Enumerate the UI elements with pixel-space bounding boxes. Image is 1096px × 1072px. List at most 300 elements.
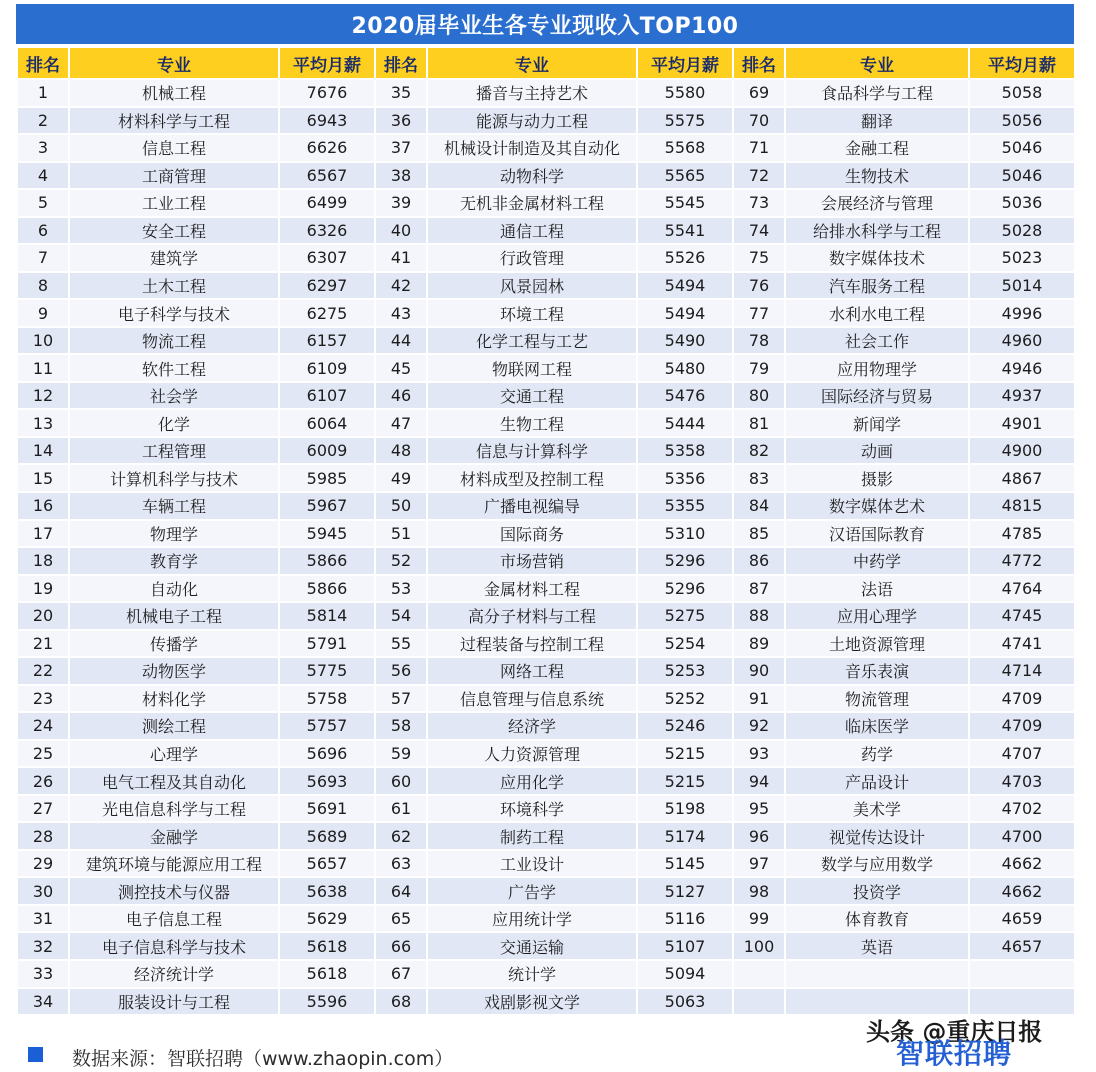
major-cell: 测控技术与仪器 (69, 877, 279, 905)
salary-cell: 5568 (637, 134, 733, 162)
rank-cell: 54 (375, 602, 427, 630)
major-cell: 传播学 (69, 630, 279, 658)
rank-cell: 1 (17, 79, 69, 107)
major-cell: 应用化学 (427, 767, 637, 795)
major-cell: 机械电子工程 (69, 602, 279, 630)
salary-cell: 4900 (969, 437, 1075, 465)
header-major: 专业 (427, 47, 637, 79)
major-cell: 翻译 (785, 107, 969, 135)
major-cell: 戏剧影视文学 (427, 988, 637, 1016)
major-cell: 高分子材料与工程 (427, 602, 637, 630)
salary-cell: 5046 (969, 162, 1075, 190)
rank-cell: 27 (17, 795, 69, 823)
salary-cell: 5775 (279, 657, 375, 685)
salary-cell: 5358 (637, 437, 733, 465)
major-cell: 广播电视编导 (427, 492, 637, 520)
salary-cell: 4700 (969, 822, 1075, 850)
salary-cell: 5107 (637, 932, 733, 960)
rank-cell: 51 (375, 520, 427, 548)
major-cell: 药学 (785, 740, 969, 768)
table-row (17, 547, 1075, 575)
salary-cell: 5058 (969, 79, 1075, 107)
major-cell: 会展经济与管理 (785, 189, 969, 217)
major-cell: 经济学 (427, 712, 637, 740)
salary-cell: 5310 (637, 520, 733, 548)
salary-cell: 5657 (279, 850, 375, 878)
table-row (17, 932, 1075, 960)
major-cell: 材料科学与工程 (69, 107, 279, 135)
major-cell: 汽车服务工程 (785, 272, 969, 300)
rank-cell: 67 (375, 960, 427, 988)
rank-cell: 81 (733, 409, 785, 437)
table-row (17, 134, 1075, 162)
major-cell: 化学工程与工艺 (427, 327, 637, 355)
salary-cell: 6567 (279, 162, 375, 190)
major-cell: 光电信息科学与工程 (69, 795, 279, 823)
rank-cell: 53 (375, 575, 427, 603)
major-cell: 工业设计 (427, 850, 637, 878)
rank-cell: 61 (375, 795, 427, 823)
major-cell: 工商管理 (69, 162, 279, 190)
salary-cell: 5198 (637, 795, 733, 823)
major-cell: 中药学 (785, 547, 969, 575)
rank-cell: 98 (733, 877, 785, 905)
major-cell: 国际经济与贸易 (785, 382, 969, 410)
major-cell (785, 988, 969, 1016)
major-cell: 土木工程 (69, 272, 279, 300)
rank-cell: 37 (375, 134, 427, 162)
rank-cell: 84 (733, 492, 785, 520)
major-cell: 电子科学与技术 (69, 299, 279, 327)
rank-cell: 71 (733, 134, 785, 162)
rank-cell: 91 (733, 685, 785, 713)
rank-cell: 41 (375, 244, 427, 272)
header-rank: 排名 (733, 47, 785, 79)
salary-cell: 5967 (279, 492, 375, 520)
rank-cell: 30 (17, 877, 69, 905)
major-cell: 建筑学 (69, 244, 279, 272)
major-cell: 播音与主持艺术 (427, 79, 637, 107)
rank-cell: 4 (17, 162, 69, 190)
major-cell: 材料化学 (69, 685, 279, 713)
salary-cell: 6626 (279, 134, 375, 162)
salary-cell: 4741 (969, 630, 1075, 658)
major-cell: 经济统计学 (69, 960, 279, 988)
major-cell: 制药工程 (427, 822, 637, 850)
salary-cell: 5526 (637, 244, 733, 272)
rank-cell: 70 (733, 107, 785, 135)
salary-cell: 4709 (969, 685, 1075, 713)
salary-cell: 5028 (969, 217, 1075, 245)
salary-cell: 5215 (637, 740, 733, 768)
table-row (17, 409, 1075, 437)
salary-cell: 5063 (637, 988, 733, 1016)
table-row (17, 79, 1075, 107)
major-cell: 统计学 (427, 960, 637, 988)
salary-ranking-table (16, 46, 1076, 1016)
salary-cell: 5480 (637, 354, 733, 382)
rank-cell: 69 (733, 79, 785, 107)
major-cell: 机械设计制造及其自动化 (427, 134, 637, 162)
salary-cell: 4901 (969, 409, 1075, 437)
major-cell: 电气工程及其自动化 (69, 767, 279, 795)
rank-cell: 90 (733, 657, 785, 685)
major-cell: 通信工程 (427, 217, 637, 245)
major-cell: 英语 (785, 932, 969, 960)
salary-cell: 5580 (637, 79, 733, 107)
major-cell: 自动化 (69, 575, 279, 603)
major-cell: 计算机科学与技术 (69, 464, 279, 492)
rank-cell: 33 (17, 960, 69, 988)
data-source-note: 数据来源：智联招聘（www.zhaopin.com） (72, 1048, 454, 1070)
table-row (17, 382, 1075, 410)
salary-cell: 4960 (969, 327, 1075, 355)
table-row (17, 822, 1075, 850)
major-cell: 体育教育 (785, 905, 969, 933)
salary-cell: 4785 (969, 520, 1075, 548)
table-row (17, 740, 1075, 768)
table-row (17, 712, 1075, 740)
table-row (17, 575, 1075, 603)
rank-cell: 75 (733, 244, 785, 272)
rank-cell: 19 (17, 575, 69, 603)
major-cell: 音乐表演 (785, 657, 969, 685)
major-cell: 应用心理学 (785, 602, 969, 630)
rank-cell: 77 (733, 299, 785, 327)
salary-cell: 5356 (637, 464, 733, 492)
table-row (17, 217, 1075, 245)
rank-cell: 8 (17, 272, 69, 300)
rank-cell: 57 (375, 685, 427, 713)
major-cell: 社会学 (69, 382, 279, 410)
major-cell: 食品科学与工程 (785, 79, 969, 107)
salary-cell: 5575 (637, 107, 733, 135)
major-cell: 建筑环境与能源应用工程 (69, 850, 279, 878)
major-cell: 信息工程 (69, 134, 279, 162)
table-row (17, 189, 1075, 217)
salary-cell: 4709 (969, 712, 1075, 740)
salary-cell: 4745 (969, 602, 1075, 630)
major-cell: 动画 (785, 437, 969, 465)
header-rank: 排名 (17, 47, 69, 79)
rank-cell: 42 (375, 272, 427, 300)
major-cell: 行政管理 (427, 244, 637, 272)
header-major: 专业 (69, 47, 279, 79)
rank-cell: 93 (733, 740, 785, 768)
rank-cell: 64 (375, 877, 427, 905)
salary-cell: 5985 (279, 464, 375, 492)
rank-cell: 76 (733, 272, 785, 300)
major-cell: 交通运输 (427, 932, 637, 960)
rank-cell: 10 (17, 327, 69, 355)
salary-cell: 5545 (637, 189, 733, 217)
salary-cell: 5036 (969, 189, 1075, 217)
rank-cell: 2 (17, 107, 69, 135)
salary-cell: 6109 (279, 354, 375, 382)
rank-cell: 13 (17, 409, 69, 437)
rank-cell: 94 (733, 767, 785, 795)
salary-cell: 5145 (637, 850, 733, 878)
salary-cell: 4662 (969, 877, 1075, 905)
major-cell: 安全工程 (69, 217, 279, 245)
rank-cell: 95 (733, 795, 785, 823)
table-row (17, 244, 1075, 272)
rank-cell: 55 (375, 630, 427, 658)
major-cell: 无机非金属材料工程 (427, 189, 637, 217)
major-cell: 材料成型及控制工程 (427, 464, 637, 492)
major-cell: 土地资源管理 (785, 630, 969, 658)
salary-cell: 5696 (279, 740, 375, 768)
header-salary: 平均月薪 (279, 47, 375, 79)
major-cell: 物流管理 (785, 685, 969, 713)
salary-cell: 7676 (279, 79, 375, 107)
salary-cell: 5023 (969, 244, 1075, 272)
table-row (17, 492, 1075, 520)
major-cell: 过程装备与控制工程 (427, 630, 637, 658)
rank-cell: 85 (733, 520, 785, 548)
major-cell: 社会工作 (785, 327, 969, 355)
rank-cell: 3 (17, 134, 69, 162)
salary-cell: 4662 (969, 850, 1075, 878)
rank-cell: 34 (17, 988, 69, 1016)
salary-cell: 5296 (637, 547, 733, 575)
major-cell: 服装设计与工程 (69, 988, 279, 1016)
table-row (17, 464, 1075, 492)
major-cell: 信息管理与信息系统 (427, 685, 637, 713)
salary-cell: 6157 (279, 327, 375, 355)
salary-cell: 4946 (969, 354, 1075, 382)
rank-cell: 39 (375, 189, 427, 217)
salary-cell: 6275 (279, 299, 375, 327)
salary-cell: 4659 (969, 905, 1075, 933)
rank-cell: 9 (17, 299, 69, 327)
rank-cell: 50 (375, 492, 427, 520)
major-cell: 生物工程 (427, 409, 637, 437)
salary-cell: 4707 (969, 740, 1075, 768)
rank-cell: 16 (17, 492, 69, 520)
rank-cell: 56 (375, 657, 427, 685)
major-cell: 摄影 (785, 464, 969, 492)
table-row (17, 327, 1075, 355)
table-row (17, 657, 1075, 685)
rank-cell: 83 (733, 464, 785, 492)
rank-cell: 78 (733, 327, 785, 355)
rank-cell: 58 (375, 712, 427, 740)
rank-cell: 99 (733, 905, 785, 933)
table-row (17, 767, 1075, 795)
rank-cell: 88 (733, 602, 785, 630)
rank-cell: 82 (733, 437, 785, 465)
salary-cell: 5355 (637, 492, 733, 520)
table-row (17, 795, 1075, 823)
rank-cell: 97 (733, 850, 785, 878)
major-cell: 动物科学 (427, 162, 637, 190)
major-cell: 网络工程 (427, 657, 637, 685)
rank-cell: 17 (17, 520, 69, 548)
major-cell: 水利水电工程 (785, 299, 969, 327)
salary-cell: 4702 (969, 795, 1075, 823)
salary-cell: 5116 (637, 905, 733, 933)
major-cell: 心理学 (69, 740, 279, 768)
salary-cell: 5494 (637, 299, 733, 327)
salary-cell (969, 988, 1075, 1016)
rank-cell: 60 (375, 767, 427, 795)
table-row (17, 630, 1075, 658)
salary-cell: 6107 (279, 382, 375, 410)
salary-cell: 4772 (969, 547, 1075, 575)
salary-cell: 4714 (969, 657, 1075, 685)
table-row (17, 107, 1075, 135)
salary-cell: 6326 (279, 217, 375, 245)
salary-cell: 5246 (637, 712, 733, 740)
major-cell: 环境工程 (427, 299, 637, 327)
rank-cell: 45 (375, 354, 427, 382)
major-cell: 物理学 (69, 520, 279, 548)
table-row (17, 877, 1075, 905)
major-cell: 车辆工程 (69, 492, 279, 520)
salary-cell: 5758 (279, 685, 375, 713)
salary-cell: 4703 (969, 767, 1075, 795)
major-cell: 软件工程 (69, 354, 279, 382)
major-cell: 人力资源管理 (427, 740, 637, 768)
rank-cell: 14 (17, 437, 69, 465)
salary-cell: 5252 (637, 685, 733, 713)
major-cell: 数字媒体艺术 (785, 492, 969, 520)
major-cell: 金属材料工程 (427, 575, 637, 603)
major-cell: 汉语国际教育 (785, 520, 969, 548)
salary-cell: 4657 (969, 932, 1075, 960)
salary-cell: 5275 (637, 602, 733, 630)
salary-cell: 5253 (637, 657, 733, 685)
major-cell: 教育学 (69, 547, 279, 575)
rank-cell: 32 (17, 932, 69, 960)
salary-cell: 4815 (969, 492, 1075, 520)
salary-cell: 5490 (637, 327, 733, 355)
rank-cell: 49 (375, 464, 427, 492)
rank-cell: 26 (17, 767, 69, 795)
major-cell: 能源与动力工程 (427, 107, 637, 135)
rank-cell: 22 (17, 657, 69, 685)
salary-cell: 6307 (279, 244, 375, 272)
rank-cell: 59 (375, 740, 427, 768)
salary-cell: 5689 (279, 822, 375, 850)
rank-cell: 31 (17, 905, 69, 933)
salary-cell: 5945 (279, 520, 375, 548)
rank-cell: 28 (17, 822, 69, 850)
rank-cell: 20 (17, 602, 69, 630)
major-cell: 风景园林 (427, 272, 637, 300)
rank-cell: 7 (17, 244, 69, 272)
major-cell: 金融学 (69, 822, 279, 850)
major-cell: 环境科学 (427, 795, 637, 823)
rank-cell: 47 (375, 409, 427, 437)
rank-cell: 43 (375, 299, 427, 327)
table-row (17, 960, 1075, 988)
major-cell: 新闻学 (785, 409, 969, 437)
major-cell: 动物医学 (69, 657, 279, 685)
major-cell: 应用统计学 (427, 905, 637, 933)
rank-cell: 29 (17, 850, 69, 878)
salary-cell: 6064 (279, 409, 375, 437)
major-cell: 国际商务 (427, 520, 637, 548)
table-row (17, 437, 1075, 465)
table-row (17, 850, 1075, 878)
salary-cell: 5618 (279, 932, 375, 960)
major-cell: 生物技术 (785, 162, 969, 190)
salary-cell: 5444 (637, 409, 733, 437)
rank-cell: 79 (733, 354, 785, 382)
salary-cell: 6499 (279, 189, 375, 217)
table-row (17, 905, 1075, 933)
rank-cell: 46 (375, 382, 427, 410)
rank-cell: 35 (375, 79, 427, 107)
salary-cell: 5691 (279, 795, 375, 823)
major-cell: 产品设计 (785, 767, 969, 795)
major-cell: 机械工程 (69, 79, 279, 107)
major-cell: 测绘工程 (69, 712, 279, 740)
rank-cell: 66 (375, 932, 427, 960)
rank-cell: 52 (375, 547, 427, 575)
toutiao-watermark: 头条 @重庆日报 (866, 1018, 1043, 1046)
header-salary: 平均月薪 (969, 47, 1075, 79)
table-row (17, 988, 1075, 1016)
major-cell (785, 960, 969, 988)
salary-cell: 5046 (969, 134, 1075, 162)
table-row (17, 162, 1075, 190)
header-row (17, 47, 1075, 79)
major-cell: 物联网工程 (427, 354, 637, 382)
salary-cell: 4996 (969, 299, 1075, 327)
rank-cell: 38 (375, 162, 427, 190)
salary-cell: 4764 (969, 575, 1075, 603)
salary-cell: 5638 (279, 877, 375, 905)
salary-cell: 6297 (279, 272, 375, 300)
salary-cell: 5757 (279, 712, 375, 740)
rank-cell: 72 (733, 162, 785, 190)
rank-cell: 87 (733, 575, 785, 603)
rank-cell (733, 988, 785, 1016)
major-cell: 工业工程 (69, 189, 279, 217)
rank-cell: 18 (17, 547, 69, 575)
salary-cell: 5866 (279, 547, 375, 575)
table-body (17, 79, 1075, 1015)
header-rank: 排名 (375, 47, 427, 79)
table-row (17, 272, 1075, 300)
salary-cell: 5215 (637, 767, 733, 795)
table-row (17, 602, 1075, 630)
major-cell: 电子信息科学与技术 (69, 932, 279, 960)
major-cell: 美术学 (785, 795, 969, 823)
table-row (17, 685, 1075, 713)
salary-cell: 5596 (279, 988, 375, 1016)
salary-cell: 5618 (279, 960, 375, 988)
salary-cell: 5565 (637, 162, 733, 190)
salary-cell: 5056 (969, 107, 1075, 135)
rank-cell: 68 (375, 988, 427, 1016)
salary-cell: 5814 (279, 602, 375, 630)
major-cell: 交通工程 (427, 382, 637, 410)
zhaopin-watermark: 智联招聘 (896, 1037, 1013, 1070)
major-cell: 金融工程 (785, 134, 969, 162)
salary-cell: 5296 (637, 575, 733, 603)
rank-cell: 40 (375, 217, 427, 245)
rank-cell: 62 (375, 822, 427, 850)
rank-cell: 100 (733, 932, 785, 960)
rank-cell: 89 (733, 630, 785, 658)
salary-cell: 5693 (279, 767, 375, 795)
major-cell: 临床医学 (785, 712, 969, 740)
table-title: 2020届毕业生各专业现收入TOP100 (16, 4, 1074, 44)
